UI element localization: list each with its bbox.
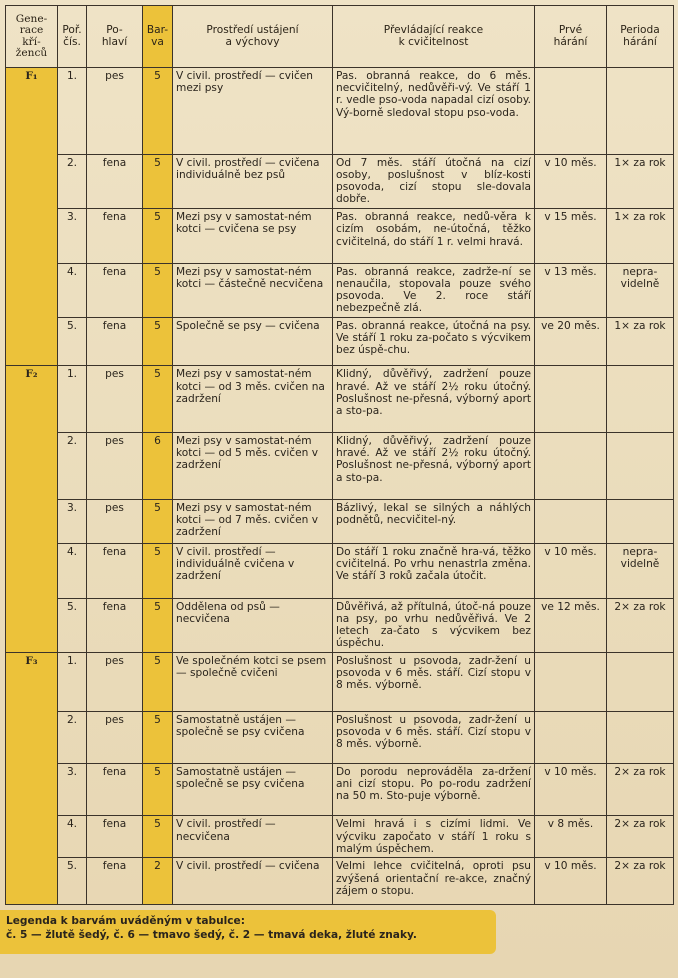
sex-cell: fena: [87, 544, 143, 598]
sex-cell: fena: [87, 263, 143, 317]
environment-cell: V civil. prostředí — cvičen mezi psy: [173, 68, 333, 155]
row-number: 4.: [58, 263, 87, 317]
first-heat-cell: [535, 711, 607, 763]
generation-cell: F₃: [6, 653, 58, 905]
first-heat-cell: [535, 366, 607, 433]
color-cell: 5: [143, 544, 173, 598]
generation-cell: F₁: [6, 68, 58, 366]
sex-cell: fena: [87, 598, 143, 652]
color-cell: 5: [143, 711, 173, 763]
heat-period-cell: [607, 68, 674, 155]
color-cell: 5: [143, 653, 173, 712]
sex-cell: pes: [87, 366, 143, 433]
table-body: [6, 68, 674, 905]
sex-cell: fena: [87, 858, 143, 905]
environment-cell: V civil. prostředí — cvičena: [173, 858, 333, 905]
reaction-cell: Klidný, důvěřivý, zadržení pouze hravé. Až ve stáří 2½ roku útočný. Poslušnost ne-přesná, výborný aport a sto-pa.: [333, 366, 535, 433]
sex-cell: fena: [87, 764, 143, 816]
color-cell: 5: [143, 598, 173, 652]
color-cell: 5: [143, 366, 173, 433]
sex-cell: pes: [87, 653, 143, 712]
environment-cell: Mezi psy v samostat-ném kotci — cvičena se psy: [173, 209, 333, 263]
table-row: [6, 499, 674, 543]
heat-period-cell: 1× za rok: [607, 318, 674, 366]
color-legend: [0, 910, 496, 954]
row-number: 3.: [58, 499, 87, 543]
color-cell: 5: [143, 764, 173, 816]
heat-period-cell: nepra- videlně: [607, 263, 674, 317]
environment-cell: Oddělena od psů — necvičena: [173, 598, 333, 652]
environment-cell: Společně se psy — cvičena: [173, 318, 333, 366]
row-number: 5.: [58, 858, 87, 905]
table-row: [6, 433, 674, 500]
color-cell: 6: [143, 433, 173, 500]
first-heat-cell: v 10 měs.: [535, 544, 607, 598]
environment-cell: Mezi psy v samostat-ném kotci — od 3 měs. cvičen na zadržení: [173, 366, 333, 433]
table-row: [6, 263, 674, 317]
row-number: 3.: [58, 764, 87, 816]
table-row: [6, 598, 674, 652]
first-heat-cell: v 10 měs.: [535, 154, 607, 208]
environment-cell: Samostatně ustájen — společně se psy cvičena: [173, 711, 333, 763]
row-number: 2.: [58, 711, 87, 763]
first-heat-cell: v 10 měs.: [535, 764, 607, 816]
row-number: 3.: [58, 209, 87, 263]
first-heat-cell: [535, 499, 607, 543]
color-cell: 5: [143, 318, 173, 366]
reaction-cell: Velmi hravá i s cizími lidmi. Ve výcviku započato v stáří 1 roku s malým úspěchem.: [333, 816, 535, 858]
environment-cell: Mezi psy v samostat-ném kotci — od 7 měs. cvičen v zadržení: [173, 499, 333, 543]
first-heat-cell: [535, 653, 607, 712]
color-cell: 5: [143, 816, 173, 858]
sex-cell: pes: [87, 68, 143, 155]
table-row: [6, 544, 674, 598]
sex-cell: fena: [87, 816, 143, 858]
heat-period-cell: nepra- videlně: [607, 544, 674, 598]
row-number: 4.: [58, 816, 87, 858]
reaction-cell: Pas. obranná reakce, zadrže-ní se nenaučila, stopovala pouze svého psovoda. Ve 2. roce stáří nebezpečně zlá.: [333, 263, 535, 317]
sex-cell: pes: [87, 711, 143, 763]
sex-cell: pes: [87, 499, 143, 543]
environment-cell: V civil. prostředí — cvičena individuálně bez psů: [173, 154, 333, 208]
table-row: [6, 858, 674, 905]
generation-cell: F₂: [6, 366, 58, 653]
row-number: 1.: [58, 68, 87, 155]
first-heat-cell: [535, 68, 607, 155]
color-cell: 5: [143, 154, 173, 208]
environment-cell: Ve společném kotci se psem — společně cvičeni: [173, 653, 333, 712]
environment-cell: V civil. prostředí — necvičena: [173, 816, 333, 858]
table-row: [6, 68, 674, 155]
reaction-cell: Poslušnost u psovoda, zadr-žení u psovoda v 6 měs. stáří. Cizí stopu v 8 měs. výborně.: [333, 711, 535, 763]
table-row: [6, 653, 674, 712]
legend-title: Legenda k barvám uváděným v tabulce:: [6, 915, 245, 927]
table-row: [6, 366, 674, 433]
reaction-cell: Velmi lehce cvičitelná, oproti psu zvýšená orientační re-akce, značný zájem o stopu.: [333, 858, 535, 905]
heat-period-cell: 2× za rok: [607, 816, 674, 858]
first-heat-cell: [535, 433, 607, 500]
reaction-cell: Pas. obranná reakce, útočná na psy. Ve stáří 1 roku za-počato s výcvikem bez úspě-chu.: [333, 318, 535, 366]
table-row: [6, 816, 674, 858]
sex-cell: fena: [87, 209, 143, 263]
reaction-cell: Do porodu neprováděla za-držení ani cizí stopu. Po po-rodu zadržení na 50 m. Sto-puje výborně.: [333, 764, 535, 816]
heat-period-cell: 2× za rok: [607, 598, 674, 652]
first-heat-cell: v 13 měs.: [535, 263, 607, 317]
environment-cell: V civil. prostředí — individuálně cvičena v zadržení: [173, 544, 333, 598]
heat-period-cell: 2× za rok: [607, 764, 674, 816]
header-first-heat: Prvé hárání: [535, 6, 607, 68]
row-number: 1.: [58, 366, 87, 433]
color-cell: 2: [143, 858, 173, 905]
row-number: 4.: [58, 544, 87, 598]
data-table: [5, 5, 674, 905]
color-cell: 5: [143, 263, 173, 317]
header-number: Poř. čís.: [58, 6, 87, 68]
row-number: 2.: [58, 154, 87, 208]
header-environment: Prostředí ustájení a výchovy: [173, 6, 333, 68]
reaction-cell: Důvěřivá, až přítulná, útoč-ná pouze na psy, po vrhu nedůvěřivá. Ve 2 letech za-čato s výcvikem bez úspěchu.: [333, 598, 535, 652]
heat-period-cell: [607, 366, 674, 433]
legend-text: č. 5 — žlutě šedý, č. 6 — tmavo šedý, č. 2 — tmavá deka, žluté znaky.: [6, 929, 417, 941]
heat-period-cell: 2× za rok: [607, 858, 674, 905]
heat-period-cell: 1× za rok: [607, 209, 674, 263]
environment-cell: Mezi psy v samostat-ném kotci — částečně necvičena: [173, 263, 333, 317]
heat-period-cell: 1× za rok: [607, 154, 674, 208]
row-number: 5.: [58, 598, 87, 652]
header-heat-period: Perioda hárání: [607, 6, 674, 68]
first-heat-cell: v 15 měs.: [535, 209, 607, 263]
environment-cell: Mezi psy v samostat-ném kotci — od 5 měs. cvičen v zadržení: [173, 433, 333, 500]
first-heat-cell: v 8 měs.: [535, 816, 607, 858]
environment-cell: Samostatně ustájen — společně se psy cvičena: [173, 764, 333, 816]
heat-period-cell: [607, 499, 674, 543]
table-row: [6, 318, 674, 366]
reaction-cell: Poslušnost u psovoda, zadr-žení u psovoda v 6 měs. stáří. Cizí stopu v 8 měs. výborně.: [333, 653, 535, 712]
heat-period-cell: [607, 653, 674, 712]
reaction-cell: Klidný, důvěřivý, zadržení pouze hravé. Až ve stáří 2½ roku útočný. Poslušnost ne-přesná, výborný aport a sto-pa.: [333, 433, 535, 500]
sex-cell: pes: [87, 433, 143, 500]
row-number: 5.: [58, 318, 87, 366]
header-color: Bar- va: [143, 6, 173, 68]
reaction-cell: Pas. obranná reakce, do 6 měs. necvičitelný, nedůvěři-vý. Ve stáří 1 r. vedle pso-voda napadal cizí osoby. Vý-borně sledoval stopu pso-voda.: [333, 68, 535, 155]
reaction-cell: Od 7 měs. stáří útočná na cizí osoby, poslušnost v blíz-kosti psovoda, cizí stopu sle-dovala dobře.: [333, 154, 535, 208]
first-heat-cell: v 10 měs.: [535, 858, 607, 905]
header-sex: Po- hlaví: [87, 6, 143, 68]
heat-period-cell: [607, 433, 674, 500]
color-cell: 5: [143, 68, 173, 155]
reaction-cell: Bázlivý, lekal se silných a náhlých podnětů, necvičitel-ný.: [333, 499, 535, 543]
table-row: [6, 209, 674, 263]
color-cell: 5: [143, 499, 173, 543]
reaction-cell: Pas. obranná reakce, nedů-věra k cizím osobám, ne-útočná, těžko cvičitelná, do stáří 1 r. velmi hravá.: [333, 209, 535, 263]
table-row: [6, 764, 674, 816]
first-heat-cell: ve 20 měs.: [535, 318, 607, 366]
row-number: 1.: [58, 653, 87, 712]
first-heat-cell: ve 12 měs.: [535, 598, 607, 652]
color-cell: 5: [143, 209, 173, 263]
sex-cell: fena: [87, 318, 143, 366]
table-row: [6, 711, 674, 763]
row-number: 2.: [58, 433, 87, 500]
sex-cell: fena: [87, 154, 143, 208]
header-generation: Gene- race kří- ženců: [6, 6, 58, 68]
reaction-cell: Do stáří 1 roku značně hra-vá, těžko cvičitelná. Po vrhu nenastrla změna. Ve stáří 3 roků začala útočit.: [333, 544, 535, 598]
heat-period-cell: [607, 711, 674, 763]
table-row: [6, 154, 674, 208]
header-reaction: Převládající reakce k cvičitelnost: [333, 6, 535, 68]
